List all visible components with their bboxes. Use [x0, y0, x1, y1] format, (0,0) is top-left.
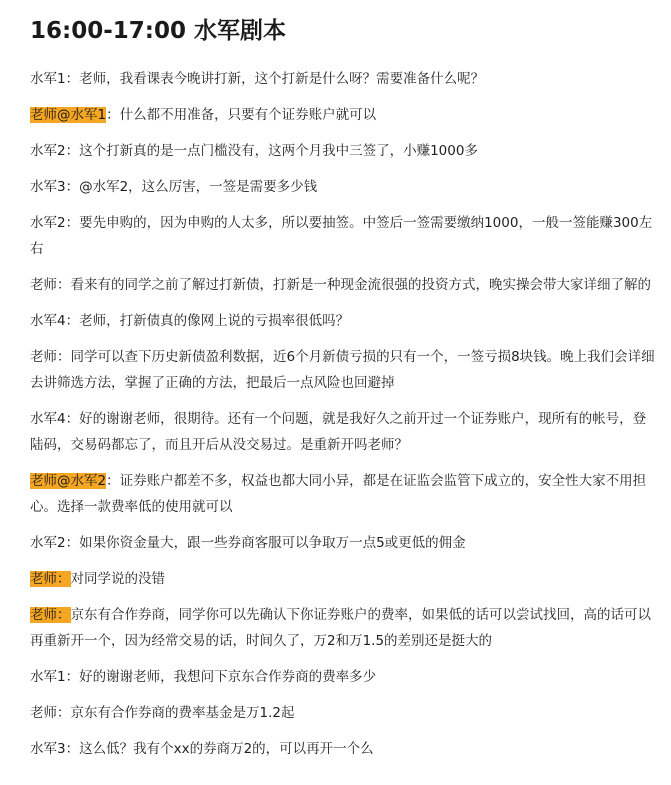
dialogue-line: [30, 66, 655, 92]
dialogue-line: [30, 530, 655, 556]
speaker-label: 水军2：: [30, 535, 80, 551]
speaker-label: 老师@水军2: [30, 473, 107, 489]
dialogue-text: 老师，打新债真的像网上说的亏损率很低吗？: [79, 313, 350, 329]
speaker-label: 水军3：: [30, 179, 80, 195]
document-title: 16:00-17:00 水军剧本: [30, 18, 286, 44]
dialogue-line: [30, 700, 655, 726]
dialogue-line: [30, 406, 655, 458]
speaker-label: 老师：: [30, 607, 71, 623]
dialogue-text: 同学可以查下历史新债盈利数据，近6个月新债亏损的只有一个，一签亏损8块钱。晚上我们会详细去讲筛选方法，掌握了正确的方法，把最后一点风险也回避掉: [30, 349, 655, 391]
dialogue-line: [30, 566, 655, 592]
speaker-label: 水军3：: [30, 741, 80, 757]
dialogue-list: [30, 66, 655, 762]
dialogue-text: 对同学说的没错: [70, 571, 165, 587]
dialogue-text: @水军2，这么厉害，一签是需要多少钱: [79, 179, 318, 195]
speaker-label: 老师@水军1: [30, 107, 107, 123]
dialogue-text: 这个打新真的是一点门槛没有，这两个月我中三签了，小赚1000多: [79, 143, 478, 159]
speaker-label: 水军4：: [30, 313, 80, 329]
dialogue-text: 老师，我看课表今晚讲打新，这个打新是什么呀？需要准备什么呢？: [79, 71, 485, 87]
dialogue-line: [30, 736, 655, 762]
dialogue-text: 如果你资金量大，跟一些券商客服可以争取万一点5或更低的佣金: [79, 535, 466, 551]
dialogue-line: [30, 344, 655, 396]
dialogue-text: 京东有合作券商的费率基金是万1.2起: [70, 705, 295, 721]
dialogue-text: 这么低？我有个xx的券商万2的，可以再开一个么: [79, 741, 374, 757]
dialogue-line: [30, 602, 655, 654]
dialogue-line: [30, 174, 655, 200]
speaker-label: 水军1：: [30, 71, 80, 87]
speaker-label: 水军2：: [30, 215, 80, 231]
dialogue-line: [30, 308, 655, 334]
dialogue-line: [30, 664, 655, 690]
dialogue-line: [30, 210, 655, 262]
dialogue-text: 好的谢谢老师，我想问下京东合作券商的费率多少: [79, 669, 377, 685]
dialogue-text: 要先申购的，因为申购的人太多，所以要抽签。中签后一签需要缴纳1000，一般一签能赚300左右: [30, 215, 653, 257]
speaker-label: 水军1：: [30, 669, 80, 685]
dialogue-text: ：什么都不用准备，只要有个证券账户就可以: [106, 107, 377, 123]
speaker-label: 老师：: [30, 277, 71, 293]
dialogue-text: 京东有合作券商，同学你可以先确认下你证券账户的费率，如果低的话可以尝试找回，高的话可以再重新开一个，因为经常交易的话，时间久了，万2和万1.5的差别还是挺大的: [30, 607, 651, 649]
speaker-label: 老师：: [30, 349, 71, 365]
dialogue-line: [30, 272, 655, 298]
dialogue-text: 好的谢谢老师，很期待。还有一个问题，就是我好久之前开过一个证券账户，现所有的帐号，登陆码，交易码都忘了，而且开后从没交易过。是重新开吗老师？: [30, 411, 647, 453]
dialogue-line: [30, 138, 655, 164]
speaker-label: 水军2：: [30, 143, 80, 159]
dialogue-text: 看来有的同学之前了解过打新债，打新是一种现金流很强的投资方式，晚实操会带大家详细了解的: [70, 277, 651, 293]
speaker-label: 水军4：: [30, 411, 80, 427]
dialogue-line: [30, 468, 655, 520]
dialogue-line: [30, 102, 655, 128]
speaker-label: 老师：: [30, 705, 71, 721]
speaker-label: 老师：: [30, 571, 71, 587]
dialogue-text: ：证券账户都差不多，权益也都大同小异，都是在证监会监管下成立的，安全性大家不用担心。选择一款费率低的使用就可以: [30, 473, 647, 515]
